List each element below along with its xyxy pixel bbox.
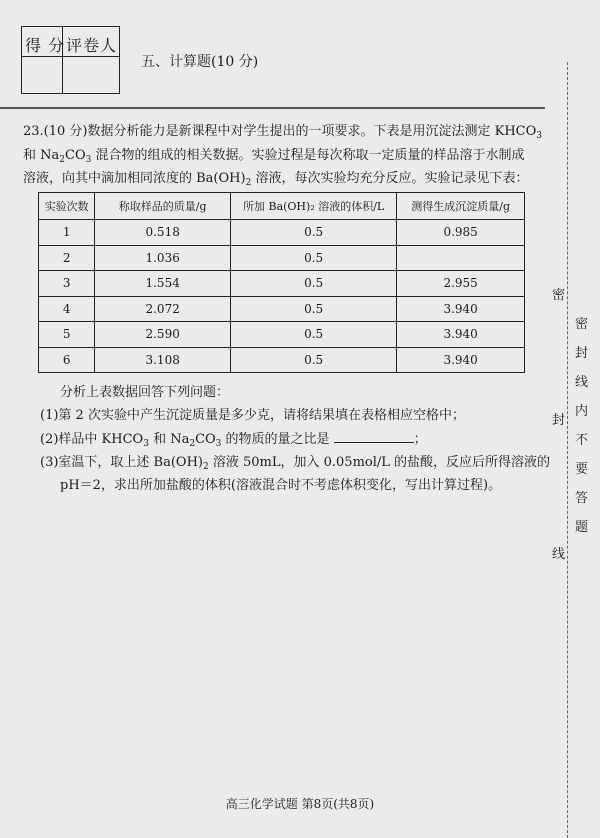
table-cell: 5 [39,322,95,348]
table-cell: 0.518 [95,220,231,246]
table-cell: 0.5 [230,245,396,271]
table-cell: 0.5 [230,271,396,297]
table-header: 实验次数 [39,193,95,220]
table-cell: 1.554 [95,271,231,297]
table-cell: 3.108 [95,347,231,373]
question-intro-line-1: 23.(10 分)数据分析能力是新课程中对学生提出的一项要求。下表是用沉淀法测定 $KHCO_3$ [23,124,543,141]
table-cell: 0.5 [230,296,396,322]
warning-char: 不 [575,433,589,448]
data-table [38,192,525,373]
warning-char: 封 [575,346,589,361]
answer-blank-cell[interactable] [397,245,525,271]
grader-label: 评卷人 [66,36,118,55]
table-row [39,245,525,271]
warning-char: 密 [575,317,589,332]
table-cell: 3.940 [397,322,525,348]
section-title: 五、计算题(10 分) [141,54,259,70]
table-cell: 2.955 [397,271,525,297]
table-header: 称取样品的质量/g [95,193,231,220]
sub-question-2: (2)样品中 $KHCO_3$ 和 $Na_2CO_3$ 的物质的量之比是 ； [40,432,427,449]
question-intro-line-2: 和 $Na_2CO_3$ 混合物的组成的相关数据。实验过程是每次称取一定质量的样品溶于水制成 [23,148,525,165]
table-row [39,271,525,297]
warning-char: 线 [575,375,589,390]
table-row [39,347,525,373]
sub-question-3-line-2: pH＝2，求出所加盐酸的体积(溶液混合时不考虑体积变化，写出计算过程)。 [60,478,502,493]
table-cell: 3.940 [397,347,525,373]
seal-line [567,62,568,838]
table-row [39,220,525,246]
seal-mark: 密 [552,288,566,303]
table-cell: 2.590 [95,322,231,348]
table-header: 所加 Ba(OH)₂ 溶液的体积/L [230,193,396,220]
table-cell: 1.036 [95,245,231,271]
seal-mark: 线 [552,547,566,562]
prompt: 分析上表数据回答下列问题： [60,385,230,400]
sub-question-3: (3)室温下，取上述 $Ba(OH)_2$ 溶液 50mL，加入 0.05mol/L 的盐酸，反应后所得溶液的 [40,455,551,472]
table-header: 测得生成沉淀质量/g [397,193,525,220]
table-row [39,296,525,322]
table-cell: 2.072 [95,296,231,322]
warning-char: 内 [575,404,589,419]
warning-char: 要 [575,462,589,477]
table-cell: 4 [39,296,95,322]
score-label: 得 分 [25,36,66,55]
page-footer: 高三化学试题 第8页(共8页) [225,797,375,811]
table-cell: 0.5 [230,322,396,348]
answer-blank[interactable] [334,430,414,443]
table-cell: 3 [39,271,95,297]
table-cell: 6 [39,347,95,373]
table-cell: 1 [39,220,95,246]
table-row [39,322,525,348]
table-cell: 0.5 [230,220,396,246]
table-cell: 0.5 [230,347,396,373]
table-cell: 3.940 [397,296,525,322]
divider [0,107,545,109]
warning-char: 答 [575,491,589,506]
table-cell: 0.985 [397,220,525,246]
seal-mark: 封 [552,413,566,428]
sub-question-1: (1)第 2 次实验中产生沉淀质量是多少克，请将结果填在表格相应空格中； [40,408,465,423]
table-cell: 2 [39,245,95,271]
score-box [21,26,120,94]
question-intro-line-3: 溶液，向其中滴加相同浓度的 $Ba(OH)_2$ 溶液，每次实验均充分反应。实验记录见下表： [23,171,529,188]
warning-char: 题 [575,520,589,535]
